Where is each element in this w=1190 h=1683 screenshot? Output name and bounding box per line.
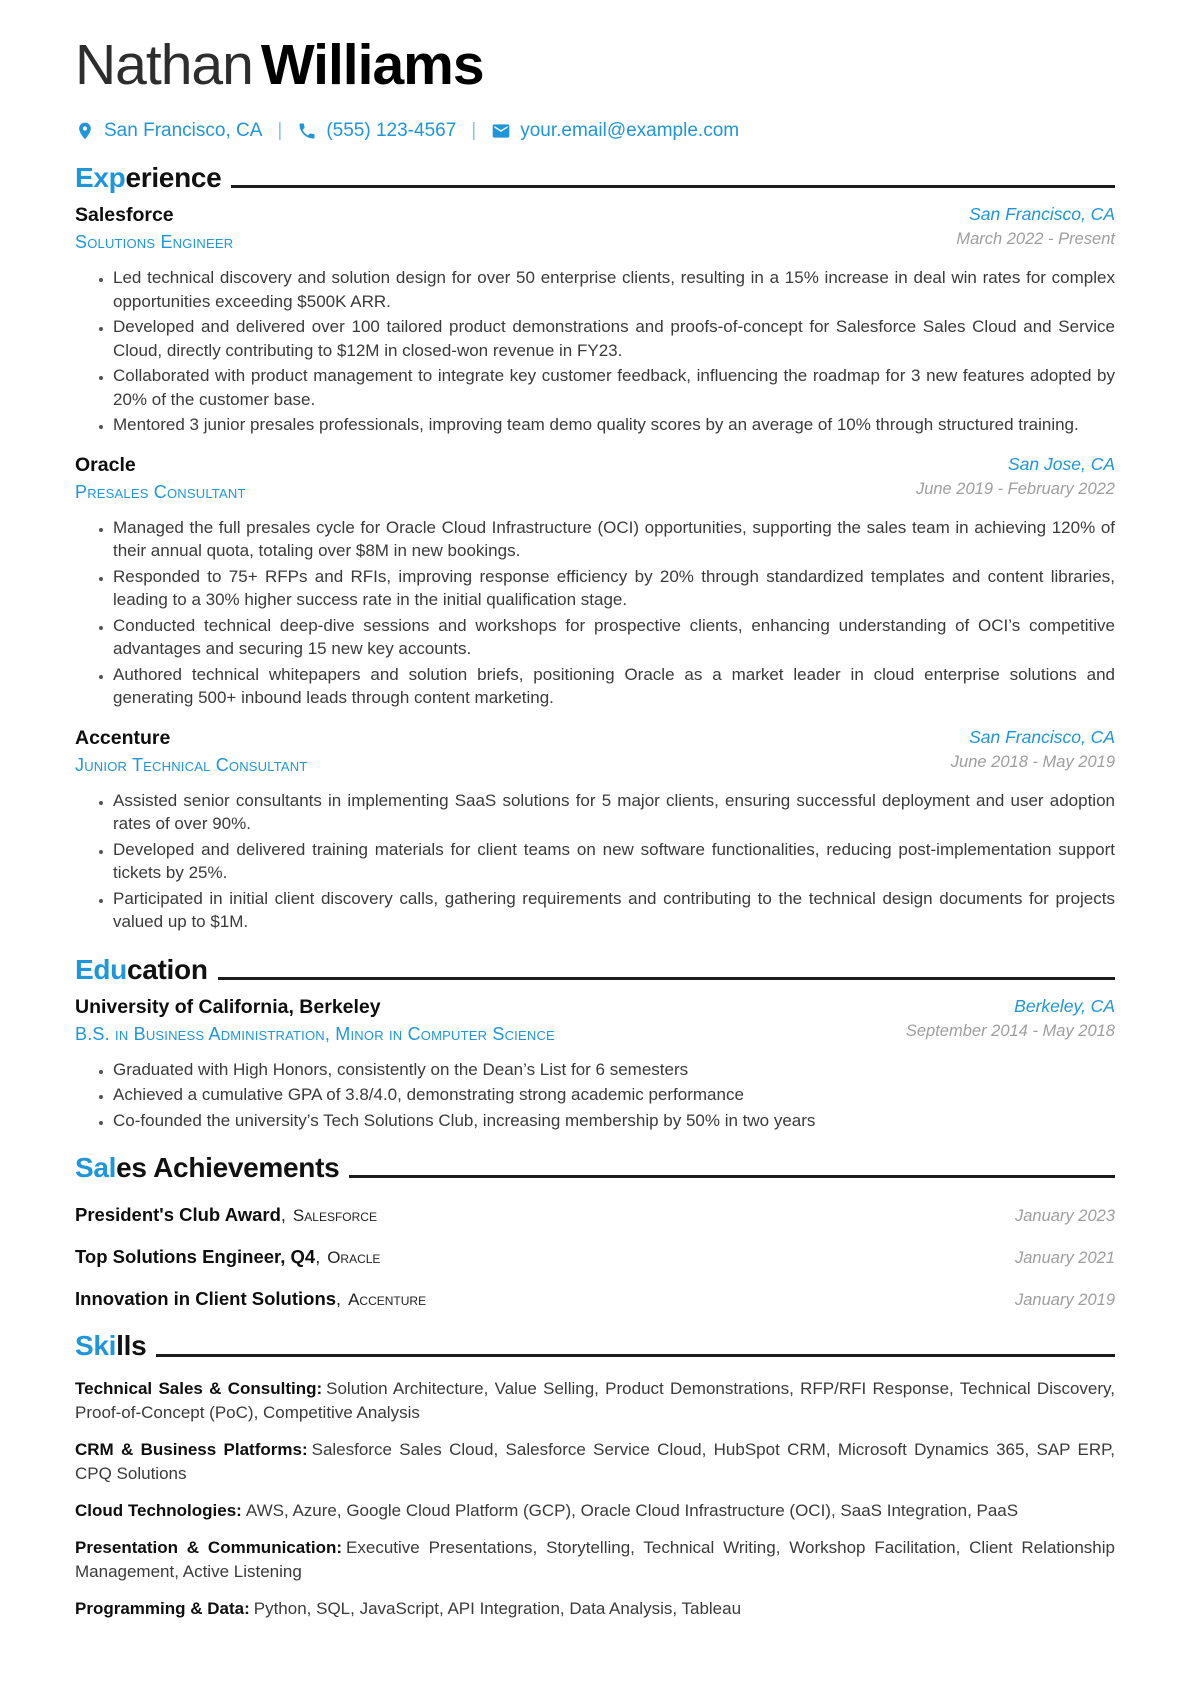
contact-phone-text: (555) 123-4567 <box>326 119 457 141</box>
contact-location-text: San Francisco, CA <box>104 119 263 141</box>
bullet-item: • Conducted technical deep-dive sessions and workshops for prospective clients, enhancing understanding of OCI’s competitive advantages and securing 15 new key accounts. <box>113 614 1115 661</box>
skill-category: Presentation & Communication: <box>75 1537 343 1557</box>
achievement-date: January 2021 <box>1015 1249 1115 1268</box>
skill-category: CRM & Business Platforms: <box>75 1439 308 1459</box>
achievement-comma: , <box>280 1205 286 1226</box>
skill-items: Python, SQL, JavaScript, API Integration, Data Analysis, Tableau <box>253 1598 742 1618</box>
role-title: Presales Consultant <box>75 481 246 502</box>
candidate-last-name: Williams <box>260 33 484 97</box>
bullet-item: • Assisted senior consultants in implementing SaaS solutions for 5 major clients, ensuring successful deployment and user adoption rates of over 90%. <box>113 789 1115 836</box>
achievement-company: Salesforce <box>292 1206 377 1226</box>
entry-header <box>75 204 1115 253</box>
skill-category: Technical Sales & Consulting: <box>75 1378 323 1398</box>
skill-line <box>75 1536 1115 1584</box>
email-icon <box>491 121 511 141</box>
achievement-title: Top Solutions Engineer, Q4 <box>75 1246 316 1268</box>
skill-line <box>75 1499 1115 1523</box>
candidate-name <box>75 33 1115 97</box>
skill-items: Salesforce Sales Cloud, Salesforce Service Cloud, HubSpot CRM, Microsoft Dynamics 365, SAP ERP, CPQ Solutions <box>75 1439 1115 1483</box>
achievement-row <box>75 1244 1115 1268</box>
heading-highlight: Ski <box>75 1330 117 1362</box>
skill-items: Executive Presentations, Storytelling, Technical Writing, Workshop Facilitation, Client Relationship Management, Active Listening <box>75 1537 1115 1581</box>
map-pin-icon <box>75 121 95 141</box>
entry-dates: June 2019 - February 2022 <box>915 479 1115 498</box>
achievement-date: January 2019 <box>1015 1291 1115 1310</box>
entry-location: San Francisco, CA <box>969 204 1115 225</box>
achievement-company: Oracle <box>327 1248 381 1268</box>
entry-header <box>75 727 1115 776</box>
heading-rest: lls <box>116 1330 147 1362</box>
school-name: University of California, Berkeley <box>75 995 381 1018</box>
section-rule <box>349 1175 1115 1178</box>
bullet-item: • Developed and delivered training materials for client teams on new software functionalities, reducing post-implementation support tickets by 25%. <box>113 838 1115 885</box>
contact-phone <box>297 120 456 142</box>
skill-line <box>75 1597 1115 1621</box>
bullet-list <box>75 789 1115 934</box>
bullet-item: • Managed the full presales cycle for Oracle Cloud Infrastructure (OCI) opportunities, supporting the sales team in achieving 120% of their annual quota, totaling over $8M in new bookings. <box>113 516 1115 563</box>
bullet-item: • Developed and delivered over 100 tailored product demonstrations and proofs-of-concept for Salesforce Sales Cloud and Service Cloud, directly contributing to $12M in closed-won revenue in FY23. <box>113 315 1115 362</box>
bullet-item: • Participated in initial client discovery calls, gathering requirements and contributing to the technical design documents for projects valued up to $1M. <box>113 887 1115 934</box>
bullet-list <box>75 266 1115 437</box>
company-name: Accenture <box>75 726 171 749</box>
skill-items: AWS, Azure, Google Cloud Platform (GCP), Oracle Cloud Infrastructure (OCI), SaaS Integration, PaaS <box>245 1500 1019 1520</box>
contact-location <box>75 120 262 142</box>
achievement-company: Accenture <box>348 1290 427 1310</box>
bullet-item: • Achieved a cumulative GPA of 3.8/4.0, demonstrating strong academic performance <box>113 1083 1115 1107</box>
role-title: Solutions Engineer <box>75 232 234 253</box>
bullet-item: • Collaborated with product management to integrate key customer feedback, influencing the roadmap for 3 new features adopted by 20% of the customer base. <box>113 364 1115 411</box>
entry-dates: September 2014 - May 2018 <box>905 1021 1115 1040</box>
company-name: Salesforce <box>75 204 174 227</box>
skill-category: Cloud Technologies: <box>75 1500 242 1520</box>
entry-dates: March 2022 - Present <box>956 230 1115 249</box>
bullet-item: • Graduated with High Honors, consistently on the Dean’s List for 6 semesters <box>113 1058 1115 1082</box>
contact-email-text: your.email@example.com <box>520 119 740 141</box>
section-heading-achievements <box>75 1152 1115 1184</box>
degree-title: B.S. in Business Administration, Minor in Computer Science <box>75 1023 555 1044</box>
entry-location: Berkeley, CA <box>1014 995 1115 1016</box>
education-entry <box>75 996 1115 1133</box>
contact-separator: | <box>277 119 283 141</box>
skills-section-body <box>75 1377 1115 1621</box>
achievement-row <box>75 1286 1115 1310</box>
entry-location: San Francisco, CA <box>969 726 1115 747</box>
contact-bar <box>75 120 1115 142</box>
achievement-date: January 2023 <box>1015 1207 1115 1226</box>
phone-icon <box>297 121 317 141</box>
bullet-item: • Responded to 75+ RFPs and RFIs, improving response efficiency by 20% through standardized templates and content libraries, leading to a 30% higher success rate in the initial qualification stage. <box>113 565 1115 612</box>
experience-entry <box>75 454 1115 710</box>
achievement-comma: , <box>336 1289 342 1310</box>
achievement-title: President's Club Award <box>75 1204 281 1226</box>
company-name: Oracle <box>75 453 136 476</box>
experience-entry <box>75 727 1115 934</box>
section-heading-skills <box>75 1330 1115 1362</box>
experience-entry <box>75 204 1115 437</box>
section-rule <box>156 1354 1115 1357</box>
contact-separator: | <box>471 119 477 141</box>
heading-highlight: Edu <box>75 953 127 985</box>
heading-rest: es Achievements <box>116 1152 340 1184</box>
section-heading-experience <box>75 162 1115 194</box>
contact-email <box>491 120 739 142</box>
achievement-title: Innovation in Client Solutions <box>75 1288 337 1310</box>
role-title: Junior Technical Consultant <box>75 754 308 775</box>
candidate-first-name: Nathan <box>75 33 253 97</box>
bullet-list <box>75 516 1115 710</box>
skill-category: Programming & Data: <box>75 1598 250 1618</box>
heading-highlight: Exp <box>75 161 126 193</box>
heading-rest: erience <box>125 161 222 193</box>
section-heading-education <box>75 954 1115 986</box>
skill-items: Solution Architecture, Value Selling, Product Demonstrations, RFP/RFI Response, Technical Discovery, Proof-of-Concept (PoC), Competitive Analysis <box>75 1378 1115 1422</box>
skill-line <box>75 1377 1115 1425</box>
bullet-item: • Led technical discovery and solution design for over 50 enterprise clients, resulting in a 15% increase in deal win rates for complex opportunities exceeding $500K ARR. <box>113 266 1115 313</box>
section-rule <box>218 977 1115 980</box>
entry-dates: June 2018 - May 2019 <box>950 752 1115 771</box>
entry-location: San Jose, CA <box>1008 453 1115 474</box>
heading-highlight: Sal <box>75 1152 117 1184</box>
bullet-item: • Authored technical whitepapers and solution briefs, positioning Oracle as a market leader in cloud enterprise solutions and generating 500+ inbound leads through content marketing. <box>113 663 1115 710</box>
bullet-list <box>75 1058 1115 1133</box>
achievement-row <box>75 1202 1115 1226</box>
section-rule <box>231 185 1115 188</box>
bullet-item: • Co-founded the university’s Tech Solutions Club, increasing membership by 50% in two years <box>113 1109 1115 1133</box>
skill-line <box>75 1438 1115 1486</box>
entry-header <box>75 454 1115 503</box>
entry-header <box>75 996 1115 1045</box>
heading-rest: cation <box>126 953 208 985</box>
achievement-comma: , <box>315 1247 321 1268</box>
bullet-item: • Mentored 3 junior presales professionals, improving team demo quality scores by an average of 10% through structured training. <box>113 413 1115 437</box>
